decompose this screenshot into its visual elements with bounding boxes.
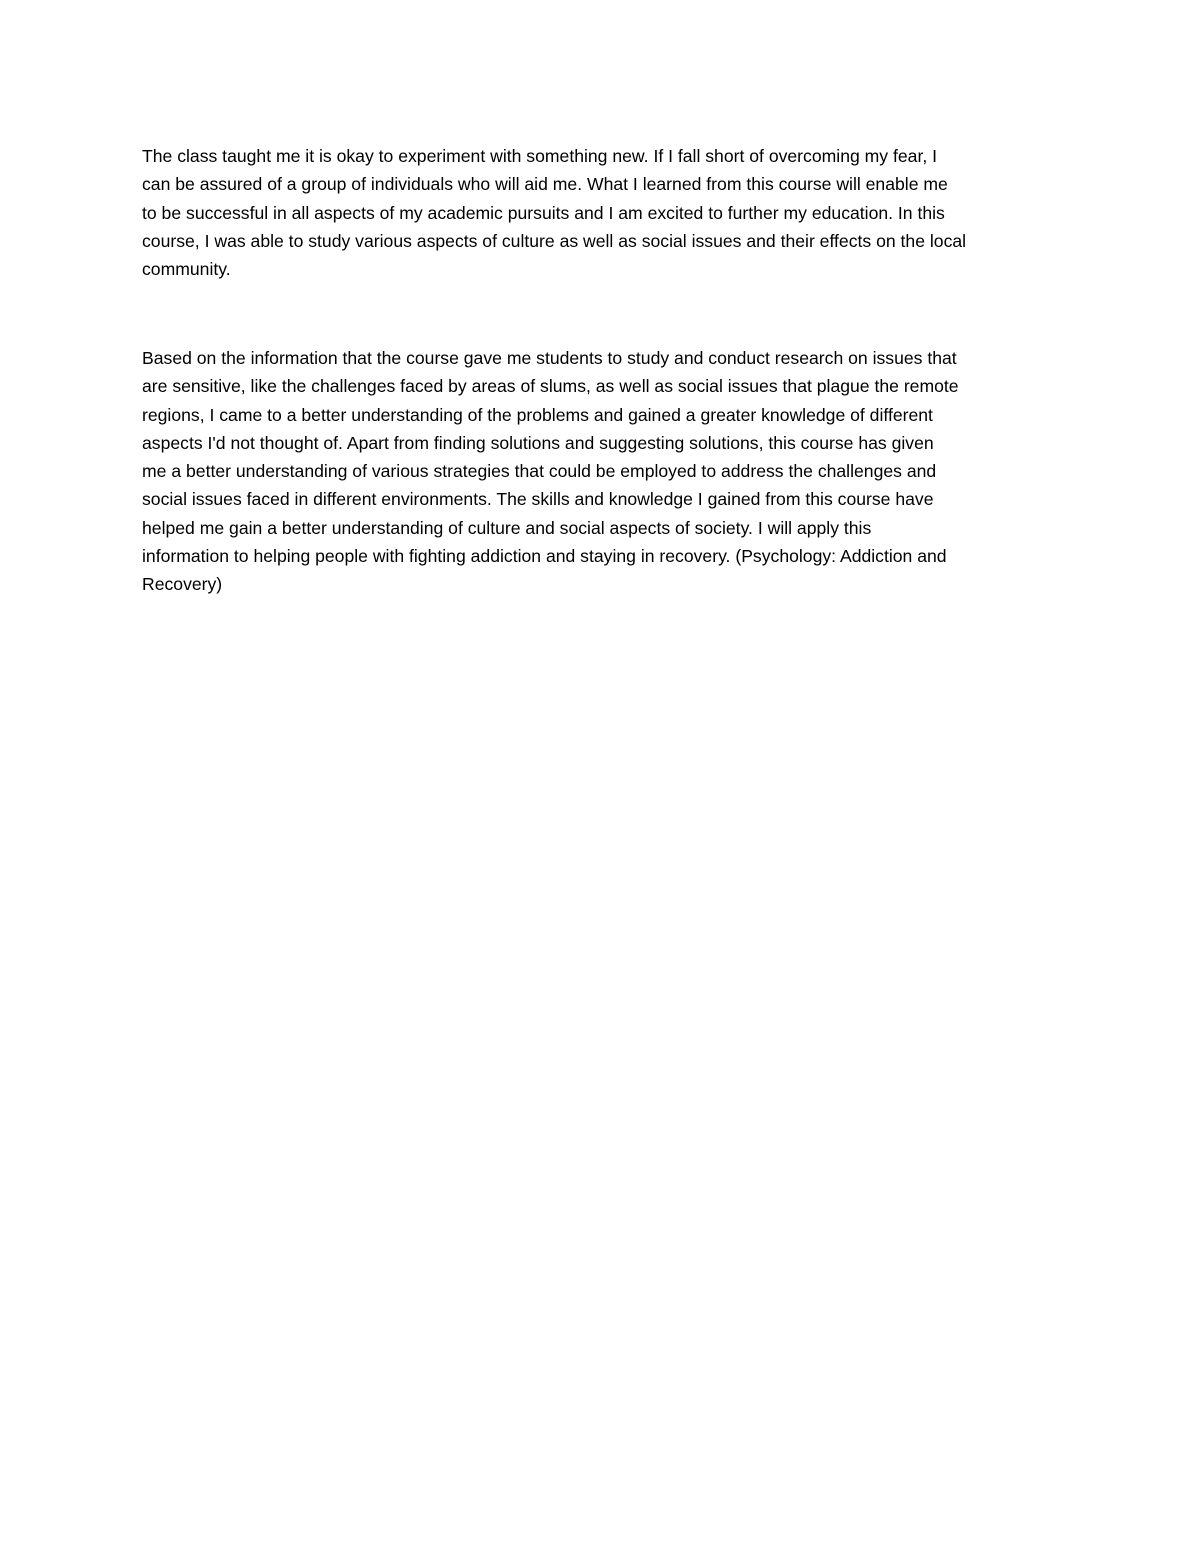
paragraph-line: The class taught me it is okay to experiment with something new. If I fall short of overcoming my fear, I: [142, 146, 937, 166]
paragraph-line: aspects I'd not thought of. Apart from finding solutions and suggesting solutions, this course has given: [142, 432, 934, 453]
paragraph-line: to be successful in all aspects of my academic pursuits and I am excited to further my education. In this: [142, 202, 945, 223]
paragraph-line: social issues faced in different environments. The skills and knowledge I gained from this course have: [142, 489, 934, 510]
paragraph-line: community.: [142, 259, 231, 280]
paragraph-line: regions, I came to a better understanding of the problems and gained a greater knowledge of different: [142, 404, 933, 425]
paragraph-line: me a better understanding of various strategies that could be employed to address the challenges and: [142, 461, 937, 482]
paragraph-line: course, I was able to study various aspects of culture as well as social issues and their effects on the local: [142, 230, 967, 251]
paragraph-line: are sensitive, like the challenges faced by areas of slums, as well as social issues that plague the remote: [142, 376, 959, 397]
paragraph-line: Based on the information that the course gave me students to study and conduct research on issues that: [142, 348, 957, 368]
paragraph-line: can be assured of a group of individuals who will aid me. What I learned from this course will enable me: [142, 174, 948, 195]
paragraph-2: [142, 344, 1062, 599]
paragraph-line: information to helping people with fighting addiction and staying in recovery. (Psychology: Addiction and: [142, 546, 947, 567]
paragraph-1: [142, 142, 1062, 283]
paragraph-line: Recovery): [142, 574, 223, 595]
paragraph-line: helped me gain a better understanding of culture and social aspects of society. I will apply this: [142, 517, 872, 538]
